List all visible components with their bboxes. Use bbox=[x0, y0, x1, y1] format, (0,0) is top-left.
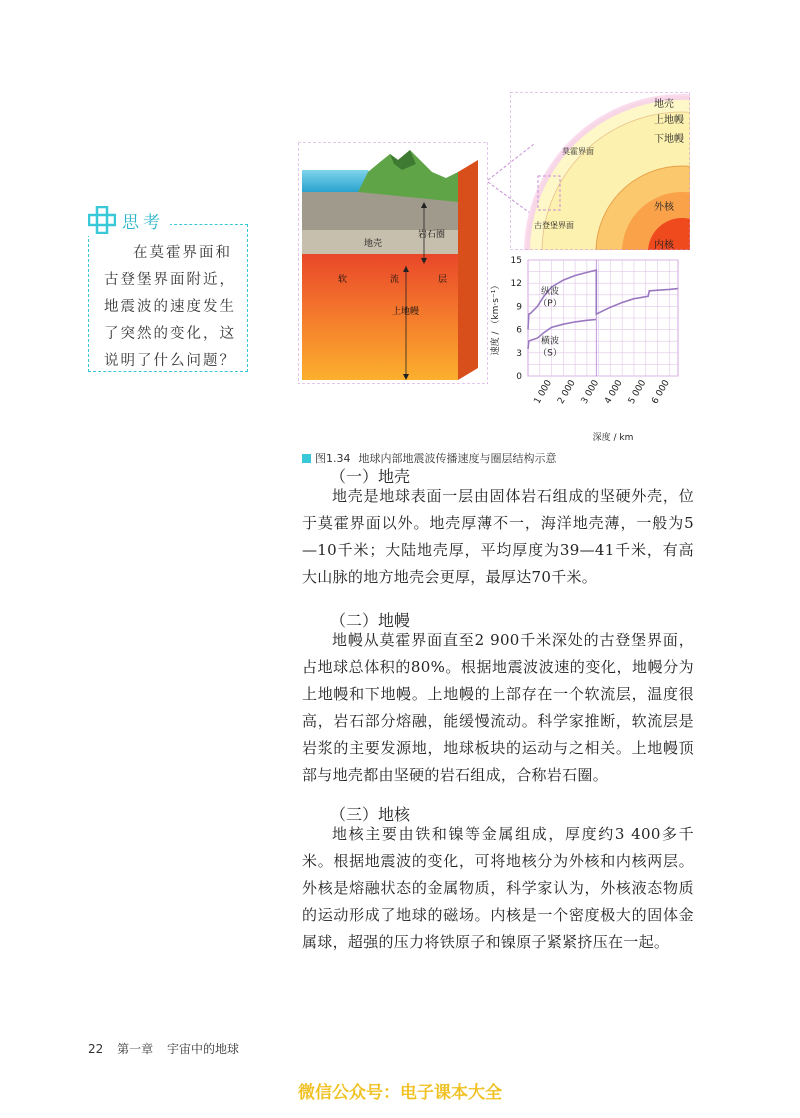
think-question: 在莫霍界面和古登堡界面附近，地震波的速度发生了突然的变化，这说明了什么问题？ bbox=[104, 245, 236, 369]
series-label-p-wave: （P） bbox=[538, 299, 562, 310]
x-tick-label: 5 000 bbox=[626, 378, 649, 406]
y-tick-label: 15 bbox=[510, 256, 522, 266]
section-text-core: 地核主要由铁和镍等金属组成，厚度约3 400多千米。根据地震波的变化，可将地核分为外核和内核两层。外核是熔融状态的金属物质，科学家认为，外核液态物质的运动形成了地球的磁场。内核是一个密度极大的固体金属球，超强的压力将铁原子和镍原子紧紧挤压在一起。 bbox=[302, 825, 694, 951]
series-label-s-wave: 横波 bbox=[540, 336, 560, 347]
asthenosphere-char-2: 流 bbox=[390, 275, 400, 285]
x-tick-label: 3 000 bbox=[579, 378, 602, 406]
y-tick-label: 12 bbox=[510, 279, 522, 290]
crust-block-diagram bbox=[298, 142, 488, 384]
inner-core-label: 内核 bbox=[654, 240, 674, 251]
x-tick-label: 1 000 bbox=[532, 378, 555, 406]
asthenosphere-char-3: 层 bbox=[438, 275, 448, 285]
y-tick-label: 6 bbox=[516, 325, 522, 336]
series-label-p-wave: 纵波 bbox=[540, 287, 560, 298]
x-tick-label: 2 000 bbox=[556, 378, 578, 406]
page-footer bbox=[88, 1040, 249, 1057]
section-title-core: （三）地核 bbox=[330, 805, 411, 824]
section-title-mantle: （二）地幔 bbox=[330, 611, 411, 630]
caption-text: 地球内部地震波传播速度与圈层结构示意 bbox=[358, 452, 557, 465]
x-tick-label: 4 000 bbox=[603, 378, 625, 406]
asthenosphere-char-1: 软 bbox=[338, 275, 348, 285]
seismic-velocity-chart bbox=[484, 252, 694, 442]
y-tick-label: 9 bbox=[516, 302, 522, 313]
crust-label: 地壳 bbox=[364, 239, 383, 249]
lower-mantle-label: 下地幔 bbox=[654, 134, 684, 145]
gutenberg-label: 古登堡界面 bbox=[534, 221, 574, 230]
series-label-s-wave: （S） bbox=[538, 348, 562, 359]
x-tick-label: 6 000 bbox=[650, 378, 672, 406]
upper-mantle-label: 上地幔 bbox=[392, 307, 420, 317]
caption-marker bbox=[302, 454, 311, 463]
chapter-title: 宇宙中的地球 bbox=[166, 1042, 239, 1056]
page-number: 22 bbox=[88, 1042, 104, 1056]
section-text-crust: 地壳是地球表面一层由固体岩石组成的坚硬外壳，位于莫霍界面以外。地壳厚薄不一，海洋地壳薄，一般为5—10千米；大陆地壳厚，平均厚度为39—41千米，有高大山脉的地方地壳会更厚，最厚达70千米。 bbox=[302, 487, 694, 586]
think-header bbox=[88, 204, 170, 236]
x-axis-label: 深度 / km bbox=[592, 433, 634, 442]
think-label: 思考 bbox=[122, 212, 164, 233]
crust-outer-label: 地壳 bbox=[654, 99, 674, 110]
y-tick-label: 0 bbox=[516, 372, 522, 382]
outer-core-label: 外核 bbox=[654, 202, 674, 213]
think-icon bbox=[88, 206, 116, 234]
chapter-number: 第一章 bbox=[117, 1042, 154, 1056]
moho-label: 莫霍界面 bbox=[562, 147, 594, 156]
section-text-mantle: 地幔从莫霍界面直至2 900千米深处的古登堡界面，占地球总体积的80%。根据地震波波速的变化，地幔分为上地幔和下地幔。上地幔的上部存在一个软流层，温度很高，岩石部分熔融，能缓慢流动。科学家推断，软流层是岩浆的主要发源地，地球板块的运动与之相关。上地幔顶部与地壳都由坚硬的岩石组成，合称岩石圈。 bbox=[302, 631, 694, 784]
wechat-watermark: 微信公众号：电子课本大全 bbox=[298, 1083, 502, 1103]
upper-mantle-outer-label: 上地幔 bbox=[654, 115, 684, 126]
y-axis-label: 速度 / （km·s⁻¹） bbox=[491, 280, 501, 356]
lithosphere-label: 岩石圈 bbox=[418, 230, 446, 240]
caption-number: 图1.34 bbox=[315, 452, 351, 465]
y-tick-label: 3 bbox=[516, 348, 522, 359]
section-title-crust: （一）地壳 bbox=[330, 467, 411, 486]
